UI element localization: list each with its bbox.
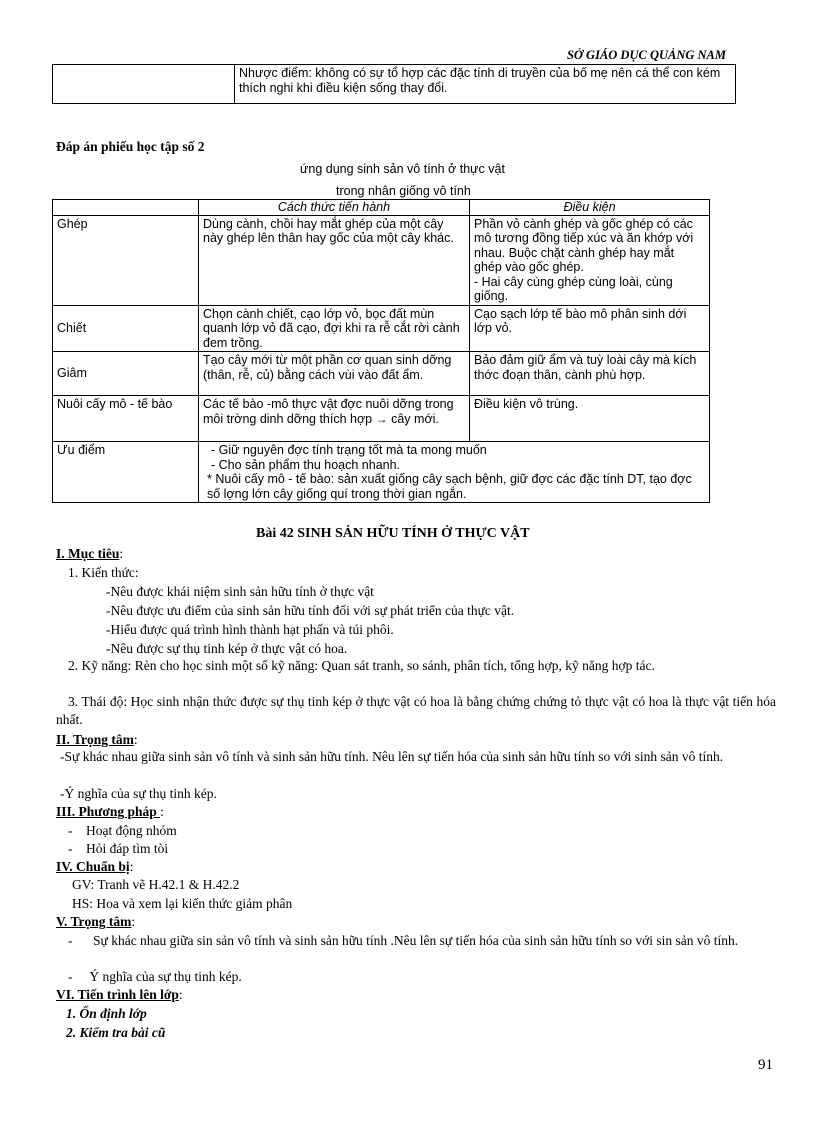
procedure-item: 2. Kiểm tra bài cũ: [66, 1025, 166, 1040]
objective-item: -Hiểu được quá trình hình thành hạt phấn và túi phôi.: [106, 622, 394, 637]
advantage-item: * Nuôi cấy mô - tế bào: sản xuất giống cây sạch bệnh, giữ đợc các đặc tính DT, tạo đợc số lợng lớn cây giống quí trong thời gian ngắn.: [207, 472, 692, 501]
focus2-item: Sự khác nhau giữa sin sản vô tính và sinh sản hữu tính .Nêu lên sự tiến hóa của sinh sản hữu tính so với sin sản vô tính.: [93, 933, 739, 948]
propagation-table: [52, 199, 710, 503]
method-item: - Hỏi đáp tìm tòi: [68, 841, 169, 856]
row-name: Giâm: [53, 352, 199, 396]
table-row: [53, 215, 710, 305]
top-table-text: Nhược điểm: không có sự tổ hợp các đặc tính di truyền của bố mẹ nên cá thể con kém thích nghi khi điều kiện sống thay đổi.: [235, 65, 736, 104]
section-procedure-heading: VI. Tiến trình lên lớp:: [56, 987, 183, 1002]
row-condition-text-2: - Hai cây cùng ghép cùng loài, cùng giống.: [474, 274, 673, 303]
row-condition: Cạo sạch lớp tế bào mô phân sinh dới lớp vỏ.: [470, 305, 710, 352]
advantages-cell: [199, 442, 710, 503]
focus-line: -Sự khác nhau giữa sinh sản vô tính và sinh sản hữu tính. Nêu lên sự tiến hóa của sinh sản hữu tính so với sinh sản vô tính.: [60, 749, 724, 764]
procedure-item: 1. Ổn định lớp: [66, 1006, 147, 1021]
column-header-condition: Điều kiện: [470, 200, 710, 216]
row-method-tail: cây mới.: [391, 411, 439, 426]
objective-item: -Nêu được sự thụ tinh kép ở thực vật có hoa.: [106, 641, 348, 656]
row-condition-text: Phần vỏ cành ghép và gốc ghép có các mô tương đồng tiếp xúc và ăn khớp với nhau. Buộc chặt cành ghép hay mắt ghép vào gốc ghép.: [474, 216, 694, 274]
table-row: [53, 352, 710, 396]
attitude-paragraph: 3. Thái độ: Học sinh nhận thức được sự thụ tinh kép ở thực vật có hoa là bằng chứng chứng tỏ thực vật có hoa là thực vật tiến hóa nhất.: [56, 694, 776, 727]
method-item-text: Hoạt động nhóm: [86, 823, 177, 838]
page-number: 91: [758, 1057, 773, 1073]
row-method-text: Các tế bào -mô thực vật đợc nuôi dỡng trong môi trờng dinh dỡng thích hợp: [203, 397, 454, 426]
method-item-text: Hỏi đáp tìm tòi: [86, 841, 169, 856]
row-condition: Điều kiện vô trùng.: [470, 396, 710, 442]
advantage-item: - Giữ nguyên đợc tính trạng tốt mà ta mong muốn: [211, 443, 487, 457]
section-focus-heading: II. Trọng tâm:: [56, 732, 138, 747]
focus-line: -Ý nghĩa của sự thụ tinh kép.: [60, 786, 217, 801]
section-title: II. Trọng tâm: [56, 732, 134, 747]
section-title: III. Phương pháp: [56, 804, 161, 819]
column-header-method: Cách thức tiến hành: [199, 200, 470, 216]
table-title-line1: ứng dụng sinh sản vô tính ở thực vật: [300, 162, 505, 176]
objective-item: -Nêu được khái niệm sinh sản hữu tính ở thực vật: [106, 584, 374, 599]
lesson-title: Bài 42 SINH SẢN HỮU TÍNH Ở THỰC VẬT: [256, 526, 530, 541]
row-name: Nuôi cấy mô - tế bào: [53, 396, 199, 442]
section-objectives-heading: I. Mục tiêu:: [56, 546, 124, 561]
focus2-bullet: -: [68, 933, 73, 948]
section-title: V. Trọng tâm: [56, 914, 132, 929]
section-preparation-heading: IV. Chuẩn bị:: [56, 859, 134, 874]
answer-heading: Đáp án phiếu học tập số 2: [56, 139, 205, 154]
section-title: VI. Tiến trình lên lớp: [56, 987, 179, 1002]
advantages-row: [53, 442, 710, 503]
row-method: Chọn cành chiết, cạo lớp vỏ, bọc đất mùn quanh lớp vỏ đã cạo, đợi khi ra rễ cắt rời cành đem trồng.: [199, 305, 470, 352]
table-header-row: [53, 200, 710, 216]
skills-paragraph: 2. Kỹ năng: Rèn cho học sinh một số kỹ năng: Quan sát tranh, so sánh, phân tích, tổng hợp, kỹ năng hợp tác.: [68, 658, 655, 673]
table-row: [53, 396, 710, 442]
table-row: [53, 305, 710, 352]
row-method: Tạo cây mới từ một phần cơ quan sinh dỡng (thân, rễ, củ) bằng cách vùi vào đất ẩm.: [199, 352, 470, 396]
knowledge-label: 1. Kiến thức:: [68, 565, 139, 580]
arrow-right-icon: →: [375, 411, 388, 426]
section-method-heading: III. Phương pháp :: [56, 804, 164, 819]
table-title-line2: trong nhân giống vô tính: [336, 184, 471, 198]
row-name: Ghép: [53, 215, 199, 305]
row-method: Dùng cành, chồi hay mắt ghép của một cây này ghép lên thân hay gốc của một cây khác.: [199, 215, 470, 305]
top-table: [52, 64, 736, 104]
focus2-item-line: - Ý nghĩa của sự thụ tinh kép.: [68, 969, 242, 984]
section-focus2-heading: V. Trọng tâm:: [56, 914, 136, 929]
row-name: Chiết: [53, 305, 199, 352]
advantages-label: Ưu điểm: [53, 442, 199, 503]
page-header: SỞ GIÁO DỤC QUẢNG NAM: [52, 48, 726, 65]
row-condition: [470, 215, 710, 305]
objective-item: -Nêu được ưu điểm của sinh sản hữu tính đối với sự phát triển của thực vật.: [106, 603, 515, 618]
focus2-item: Ý nghĩa của sự thụ tinh kép.: [89, 969, 242, 984]
method-item: - Hoạt động nhóm: [68, 823, 177, 838]
preparation-student: HS: Hoa và xem lại kiến thức giảm phân: [72, 896, 293, 911]
row-condition: Bảo đảm giữ ẩm và tuỳ loài cây mà kích thớc đoạn thân, cành phù hợp.: [470, 352, 710, 396]
advantage-item: - Cho sản phẩm thu hoạch nhanh.: [211, 457, 401, 472]
top-table-empty-cell: [53, 65, 235, 104]
table-header-empty: [53, 200, 199, 216]
section-title: I. Mục tiêu: [56, 546, 120, 561]
preparation-teacher: GV: Tranh vẽ H.42.1 & H.42.2: [72, 877, 240, 892]
section-title: IV. Chuẩn bị: [56, 859, 130, 874]
row-method: [199, 396, 470, 442]
